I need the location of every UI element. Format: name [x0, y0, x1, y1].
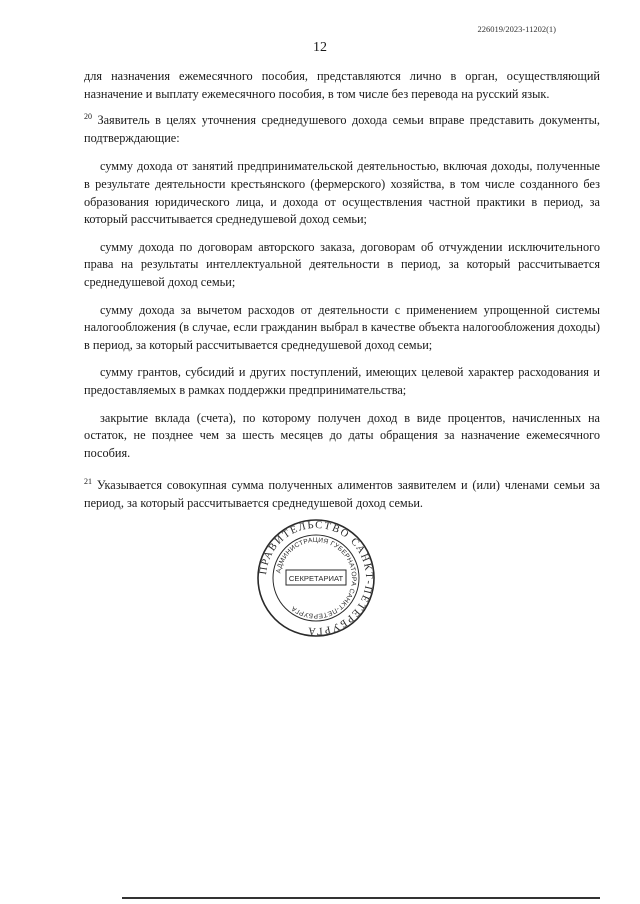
list-item: сумму грантов, субсидий и других поступлений, имеющих целевой характер расходования и предоставляемых в рамках поддержки предпринимательства; — [84, 365, 600, 397]
page-content — [84, 68, 600, 512]
footnote-21-mark: 21 — [84, 477, 92, 487]
official-seal-stamp — [256, 518, 376, 638]
footnote-20-text: Заявитель в целях уточнения среднедушевого дохода семьи вправе представить документы, подтверждающие: — [84, 113, 600, 145]
continuation-paragraph: для назначения ежемесячного пособия, представляются лично в орган, осуществляющий назначение и выплату ежемесячного пособия, в том числе без перевода на русский язык. — [84, 69, 600, 101]
seal-outer-text: ПРАВИТЕЛЬСТВО САНКТ-ПЕТЕРБУРГА — [257, 519, 375, 637]
bottom-scan-line — [122, 897, 600, 899]
document-id: 226019/2023-11202(1) — [477, 24, 556, 34]
footnote-20 — [84, 112, 600, 147]
footnote-21-text: Указывается совокупная сумма полученных алиментов заявителем и (или) членами семьи за период, за который рассчитывается среднедушевой доход семьи. — [84, 478, 600, 510]
list-item: сумму дохода от занятий предпринимательской деятельностью, включая доходы, полученные в результате деятельности крестьянского (фермерского) хозяйства, в том числе созданного без образования юридического лица, и дохода от осуществления частной практики в период, за который рассчитывается среднедушевой доход семьи; — [84, 159, 600, 227]
seal-inner-text: АДМИНИСТРАЦИЯ ГУБЕРНАТОРА САНКТ-ПЕТЕРБУРГА — [275, 536, 358, 620]
seal-center-text: СЕКРЕТАРИАТ — [288, 574, 344, 583]
list-item: сумму дохода по договорам авторского заказа, договорам об отчуждении исключительного права на результаты интеллектуальной деятельности в период, за который рассчитывается среднедушевой доход семьи; — [84, 239, 600, 289]
list-item: сумму дохода за вычетом расходов от деятельности с применением упрощенной системы налогообложения (в случае, если гражданин выбрал в качестве объекта налогообложения доходы) в период, за который рассчитывается среднедушевой доход семьи; — [84, 302, 600, 352]
footnote-20-mark: 20 — [84, 112, 92, 122]
list-item: закрытие вклада (счета), по которому получен доход в виде процентов, начисленных на остаток, не позднее чем за шесть месяцев до даты обращения за назначение ежемесячного пособия. — [84, 410, 600, 460]
footnote-21 — [84, 477, 600, 512]
page-number: 12 — [313, 40, 327, 55]
